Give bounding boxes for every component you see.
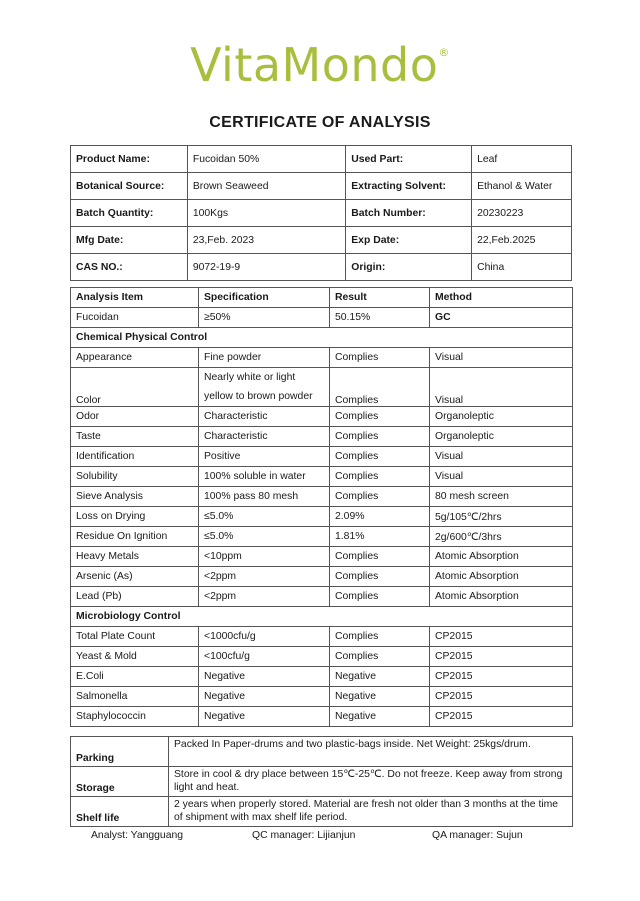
section-micro: Microbiology Control (71, 607, 573, 627)
table-row (71, 627, 573, 647)
cell-spec: <2ppm (199, 587, 330, 607)
cell-spec: Negative (199, 687, 330, 707)
cell-method: CP2015 (430, 707, 573, 727)
cell-item: Loss on Drying (71, 507, 199, 527)
cell-item: Sieve Analysis (71, 487, 199, 507)
table-row (71, 348, 573, 368)
info-value: 9072-19-9 (187, 254, 345, 281)
header-analysis-item: Analysis Item (71, 288, 199, 308)
cell-method: 2g/600℃/3hrs (430, 527, 573, 547)
cell-spec: <10ppm (199, 547, 330, 567)
info-row (71, 146, 572, 173)
cell-spec: <100cfu/g (199, 647, 330, 667)
cell-spec: Characteristic (199, 427, 330, 447)
parking-text: Packed In Paper-drums and two plastic-bags inside. Net Weight: 25kgs/drum. (169, 737, 573, 767)
table-row (71, 567, 573, 587)
cell-result: Negative (330, 667, 430, 687)
qc-signature: QC manager: Lijianjun (252, 830, 356, 841)
cell-spec: Fine powder (199, 348, 330, 368)
cell-result: Complies (330, 348, 430, 368)
assay-method: GC (430, 308, 573, 328)
cell-result: Complies (330, 567, 430, 587)
cell-method: CP2015 (430, 667, 573, 687)
cell-result: 1.81% (330, 527, 430, 547)
cell-method: CP2015 (430, 687, 573, 707)
cell-spec: 100% soluble in water (199, 467, 330, 487)
cell-method: Atomic Absorption (430, 567, 573, 587)
cell-result: 2.09% (330, 507, 430, 527)
section-row (71, 607, 573, 627)
table-row (71, 527, 573, 547)
cell-spec: Nearly white or light yellow to brown powder (199, 368, 330, 407)
cell-method: Atomic Absorption (430, 547, 573, 567)
cell-spec: ≤5.0% (199, 507, 330, 527)
info-row (71, 254, 572, 281)
cell-method: Visual (430, 467, 573, 487)
cell-item: E.Coli (71, 667, 199, 687)
info-value: Brown Seaweed (187, 173, 345, 200)
analyst-signature: Analyst: Yangguang (91, 830, 184, 841)
page-title: CERTIFICATE OF ANALYSIS (209, 114, 431, 131)
brand-logo (0, 38, 640, 92)
info-value: 22,Feb.2025 (472, 227, 572, 254)
section-row (71, 328, 573, 348)
shelf-life-text: 2 years when properly stored. Material are fresh not older than 3 months at the time of shipment with max shelf life period. (169, 797, 573, 827)
cell-item: Color (71, 368, 199, 407)
table-row (71, 427, 573, 447)
table-row (71, 467, 573, 487)
cell-item: Solubility (71, 467, 199, 487)
header-specification: Specification (199, 288, 330, 308)
cell-method: Visual (430, 348, 573, 368)
header-row (71, 288, 573, 308)
cell-spec: ≤5.0% (199, 527, 330, 547)
registered-mark: ® (438, 46, 450, 59)
shelf-life-label: Shelf life (71, 797, 169, 827)
cell-result: Negative (330, 687, 430, 707)
cell-method: 80 mesh screen (430, 487, 573, 507)
bottom-row (71, 737, 573, 767)
parking-label: Parking (71, 737, 169, 767)
bottom-row (71, 797, 573, 827)
info-label: Batch Quantity: (71, 200, 188, 227)
chemical-rows (71, 348, 573, 607)
table-row (71, 547, 573, 567)
table-row (71, 587, 573, 607)
cell-result: Complies (330, 627, 430, 647)
cell-spec: Positive (199, 447, 330, 467)
cell-result: Complies (330, 467, 430, 487)
info-label: Extracting Solvent: (346, 173, 472, 200)
info-row (71, 200, 572, 227)
cell-item: Identification (71, 447, 199, 467)
storage-table (70, 736, 573, 827)
cell-result: Complies (330, 647, 430, 667)
analysis-table (70, 287, 573, 727)
cell-spec: <2ppm (199, 567, 330, 587)
table-row (71, 507, 573, 527)
info-label: Exp Date: (346, 227, 472, 254)
info-value: China (472, 254, 572, 281)
cell-item: Residue On Ignition (71, 527, 199, 547)
brand-name: VitaMondo (190, 38, 439, 92)
info-value: Ethanol & Water (472, 173, 572, 200)
cell-result: Complies (330, 587, 430, 607)
assay-row (71, 308, 573, 328)
table-row (71, 667, 573, 687)
cell-spec: <1000cfu/g (199, 627, 330, 647)
product-info-table (70, 145, 572, 281)
info-value: Leaf (472, 146, 572, 173)
header-method: Method (430, 288, 573, 308)
cell-method: 5g/105℃/2hrs (430, 507, 573, 527)
cell-item: Lead (Pb) (71, 587, 199, 607)
info-label: CAS NO.: (71, 254, 188, 281)
info-row (71, 173, 572, 200)
info-value: 20230223 (472, 200, 572, 227)
assay-spec: ≥50% (199, 308, 330, 328)
header-result: Result (330, 288, 430, 308)
cell-result: Complies (330, 487, 430, 507)
cell-item: Total Plate Count (71, 627, 199, 647)
info-value: 23,Feb. 2023 (187, 227, 345, 254)
info-rows (71, 146, 572, 281)
cell-method: CP2015 (430, 647, 573, 667)
cell-item: Appearance (71, 348, 199, 368)
cell-method: Visual (430, 368, 573, 407)
qa-signature: QA manager: Sujun (432, 830, 523, 841)
cell-spec: Negative (199, 667, 330, 687)
cell-spec: Characteristic (199, 407, 330, 427)
info-label: Botanical Source: (71, 173, 188, 200)
cell-result: Complies (330, 407, 430, 427)
table-row (71, 647, 573, 667)
bottom-row (71, 767, 573, 797)
cell-item: Taste (71, 427, 199, 447)
table-row (71, 487, 573, 507)
info-row (71, 227, 572, 254)
info-label: Origin: (346, 254, 472, 281)
assay-item: Fucoidan (71, 308, 199, 328)
cell-result: Complies (330, 368, 430, 407)
section-chemical: Chemical Physical Control (71, 328, 573, 348)
table-row (71, 407, 573, 427)
micro-rows (71, 627, 573, 727)
info-label: Batch Number: (346, 200, 472, 227)
cell-method: Atomic Absorption (430, 587, 573, 607)
assay-result: 50.15% (330, 308, 430, 328)
info-label: Mfg Date: (71, 227, 188, 254)
cell-result: Negative (330, 707, 430, 727)
cell-item: Yeast & Mold (71, 647, 199, 667)
cell-item: Arsenic (As) (71, 567, 199, 587)
cell-method: Organoleptic (430, 427, 573, 447)
info-value: Fucoidan 50% (187, 146, 345, 173)
cell-method: CP2015 (430, 627, 573, 647)
table-row (71, 368, 573, 407)
cell-method: Visual (430, 447, 573, 467)
cell-result: Complies (330, 427, 430, 447)
cell-result: Complies (330, 447, 430, 467)
storage-label: Storage (71, 767, 169, 797)
info-value: 100Kgs (187, 200, 345, 227)
cell-item: Odor (71, 407, 199, 427)
cell-item: Staphylococcin (71, 707, 199, 727)
cell-item: Salmonella (71, 687, 199, 707)
cell-item: Heavy Metals (71, 547, 199, 567)
table-row (71, 707, 573, 727)
cell-method: Organoleptic (430, 407, 573, 427)
storage-text: Store in cool & dry place between 15℃-25℃. Do not freeze. Keep away from strong light and heat. (169, 767, 573, 797)
info-label: Used Part: (346, 146, 472, 173)
info-label: Product Name: (71, 146, 188, 173)
cell-result: Complies (330, 547, 430, 567)
cell-spec: Negative (199, 707, 330, 727)
table-row (71, 687, 573, 707)
cell-spec: 100% pass 80 mesh (199, 487, 330, 507)
table-row (71, 447, 573, 467)
